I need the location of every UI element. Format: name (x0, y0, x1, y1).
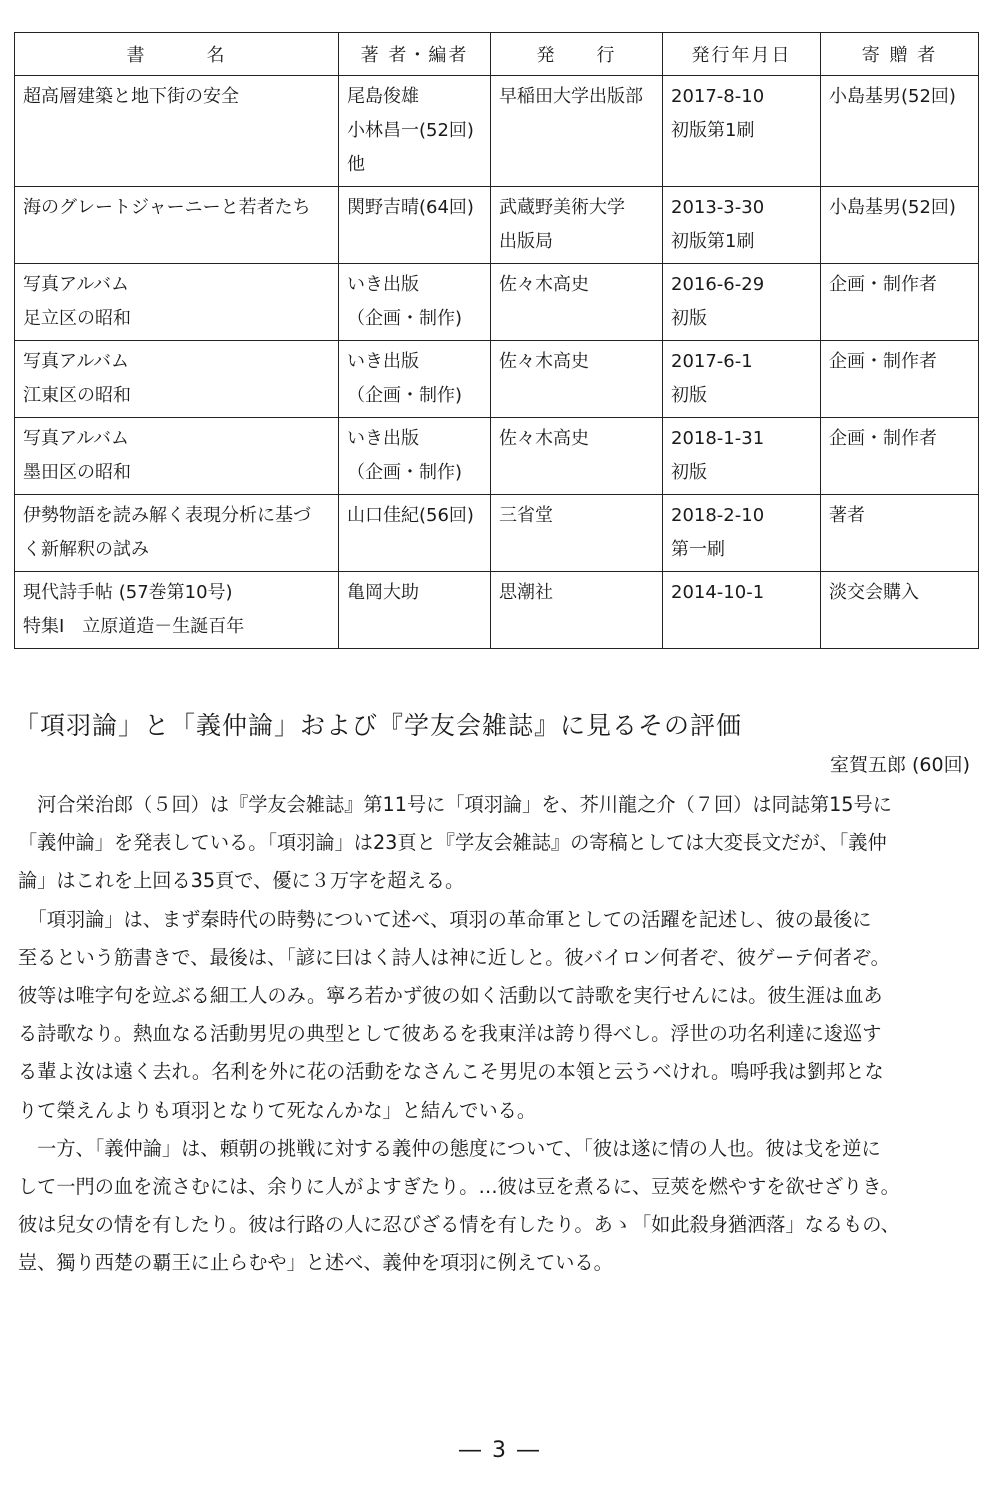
cell-line: 小島基男(52回) (829, 197, 956, 218)
cell-line: 淡交会購入 (829, 582, 919, 603)
cell-line: 関野吉晴(64回) (347, 197, 474, 218)
cell-line: 超高層建築と地下街の安全 (23, 86, 239, 107)
cell-line: 写真アルバム (23, 351, 130, 372)
cell-line: 写真アルバム (23, 428, 130, 449)
cell-title (15, 264, 339, 341)
cell-date (663, 341, 821, 418)
cell-title (15, 76, 339, 187)
body-line: して一門の血を流さむには、余りに人がよすぎたり。…彼は豆を煮るに、豆莢を燃やすを欲せざりき。 (18, 1175, 900, 1199)
cell-line: 海のグレートジャーニーと若者たち (23, 197, 311, 218)
cell-line: 佐々木高史 (499, 351, 589, 372)
cell-author (339, 341, 491, 418)
body-line: 至るという筋書きで、最後は、「諺に曰はく詩人は神に近しと。彼バイロン何者ぞ、彼ゲーテ何者ぞ。 (18, 945, 890, 969)
cell-line: 初版 (671, 385, 707, 406)
cell-line: 思潮社 (499, 582, 553, 603)
cell-donor (821, 76, 979, 187)
cell-line: 企画・制作者 (829, 428, 937, 449)
cell-line: 佐々木高史 (499, 274, 589, 295)
header-publisher: 発 行 (491, 33, 663, 76)
cell-title (15, 418, 339, 495)
cell-line: 2016-6-29 (671, 274, 765, 295)
cell-line: （企画・制作) (347, 308, 463, 329)
table-row (15, 572, 979, 649)
cell-line: 初版第1刷 (671, 120, 755, 141)
cell-date (663, 76, 821, 187)
cell-date (663, 264, 821, 341)
cell-line: 2017-6-1 (671, 351, 753, 372)
table-row (15, 76, 979, 187)
cell-line: いき出版 (347, 351, 419, 372)
body-line: りて榮えんよりも項羽となりて死なんかな」と結んでいる。 (18, 1098, 537, 1122)
cell-line: 尾島俊雄 (347, 86, 419, 107)
cell-line: 2013-3-30 (671, 197, 765, 218)
cell-title (15, 495, 339, 572)
cell-donor (821, 495, 979, 572)
cell-line: 企画・制作者 (829, 274, 937, 295)
book-donation-table (14, 32, 979, 649)
cell-line: （企画・制作) (347, 462, 463, 483)
cell-publisher (491, 264, 663, 341)
article-body (18, 786, 978, 1283)
cell-publisher (491, 418, 663, 495)
cell-line: 著者 (829, 505, 865, 526)
article-title: 「項羽論」と「義仲論」および『学友会雑誌』に見るその評価 (14, 711, 743, 740)
body-line: 「項羽論」は、まず秦時代の時勢について述べ、項羽の革命軍としての活躍を記述し、彼の最後に (18, 907, 872, 931)
cell-publisher (491, 341, 663, 418)
cell-author (339, 76, 491, 187)
table-row (15, 495, 979, 572)
cell-donor (821, 418, 979, 495)
body-line: 河合栄治郎（５回）は『学友会雑誌』第11号に「項羽論」を、芥川龍之介（７回）は同誌第15号に (18, 793, 892, 816)
cell-author (339, 495, 491, 572)
cell-publisher (491, 495, 663, 572)
cell-line: 2014-10-1 (671, 582, 765, 603)
cell-line: （企画・制作) (347, 385, 463, 406)
table-row (15, 418, 979, 495)
cell-date (663, 187, 821, 264)
cell-line: 江東区の昭和 (23, 385, 131, 406)
cell-date (663, 495, 821, 572)
cell-line: いき出版 (347, 428, 419, 449)
body-line: る輩よ汝は遠く去れ。名利を外に花の活動をなさんこそ男児の本領と云うべけれ。嗚呼我は劉邦とな (18, 1060, 884, 1084)
cell-line: 2018-1-31 (671, 428, 765, 449)
cell-line: 墨田区の昭和 (23, 462, 131, 483)
cell-line: 伊勢物語を読み解く表現分析に基づ (23, 505, 311, 526)
cell-line: 企画・制作者 (829, 351, 937, 372)
cell-line: 他 (347, 154, 365, 175)
cell-donor (821, 572, 979, 649)
cell-author (339, 572, 491, 649)
cell-date (663, 572, 821, 649)
cell-line: 亀岡大助 (347, 582, 419, 603)
page-number: ― 3 ― (459, 1438, 541, 1463)
cell-title (15, 187, 339, 264)
cell-line: 武蔵野美術大学 (499, 197, 625, 218)
cell-donor (821, 187, 979, 264)
cell-title (15, 572, 339, 649)
body-line: 一方、「義仲論」は、頼朝の挑戦に対する義仲の態度について、「彼は遂に情の人也。彼は戈を逆に (18, 1136, 881, 1160)
cell-publisher (491, 187, 663, 264)
cell-line: 第一刷 (671, 539, 725, 560)
table-row (15, 341, 979, 418)
table-row (15, 187, 979, 264)
cell-line: 三省堂 (499, 505, 553, 526)
body-line: る詩歌なり。熱血なる活動男児の典型として彼あるを我東洋は誇り得べし。浮世の功名利達に逡巡す (18, 1022, 882, 1046)
header-title: 書 名 (15, 33, 339, 76)
cell-line: く新解釈の試み (23, 539, 149, 560)
cell-line: 小島基男(52回) (829, 86, 956, 107)
cell-author (339, 264, 491, 341)
header-donor: 寄 贈 者 (821, 33, 979, 76)
cell-title (15, 341, 339, 418)
cell-author (339, 187, 491, 264)
cell-publisher (491, 76, 663, 187)
cell-line: 足立区の昭和 (23, 308, 131, 329)
cell-line: 初版第1刷 (671, 231, 755, 252)
body-line: 「義仲論」を発表している。「項羽論」は23頁と『学友会雑誌』の寄稿としては大変長文だが、「義仲 (18, 831, 887, 855)
table-row (15, 264, 979, 341)
cell-line: 早稲田大学出版部 (499, 86, 643, 107)
body-line: 論」はこれを上回る35頁で、優に３万字を超える。 (18, 869, 465, 893)
body-line: 彼等は唯字句を竝ぶる細工人のみ。寧ろ若かず彼の如く活動以て詩歌を実行せんには。彼生涯は血あ (18, 984, 883, 1008)
cell-line: 写真アルバム (23, 274, 130, 295)
cell-publisher (491, 572, 663, 649)
cell-line: 佐々木高史 (499, 428, 589, 449)
cell-line: 特集Ⅰ 立原道造－生誕百年 (23, 616, 245, 637)
table-body (15, 76, 979, 649)
cell-line: 初版 (671, 308, 707, 329)
cell-line: 山口佳紀(56回) (347, 505, 474, 526)
body-line: 彼は兒女の情を有したり。彼は行路の人に忍びざる情を有したり。あゝ「如此殺身猶洒落」なるもの、 (18, 1213, 900, 1237)
cell-donor (821, 264, 979, 341)
header-author: 著 者・編者 (339, 33, 491, 76)
table-header-row (15, 33, 979, 76)
article-author: 室賀五郎 (60回) (829, 754, 970, 776)
cell-author (339, 418, 491, 495)
cell-line: 現代詩手帖 (57巻第10号) (23, 582, 233, 603)
cell-line: 小林昌一(52回) (347, 120, 474, 141)
header-date: 発行年月日 (663, 33, 821, 76)
cell-line: 2017-8-10 (671, 86, 765, 107)
cell-line: いき出版 (347, 274, 419, 295)
body-line: 豈、獨り西楚の覇王に止らむや」と述べ、義仲を項羽に例えている。 (18, 1251, 613, 1275)
cell-line: 出版局 (499, 231, 553, 252)
cell-line: 初版 (671, 462, 707, 483)
cell-line: 2018-2-10 (671, 505, 765, 526)
cell-date (663, 418, 821, 495)
cell-donor (821, 341, 979, 418)
